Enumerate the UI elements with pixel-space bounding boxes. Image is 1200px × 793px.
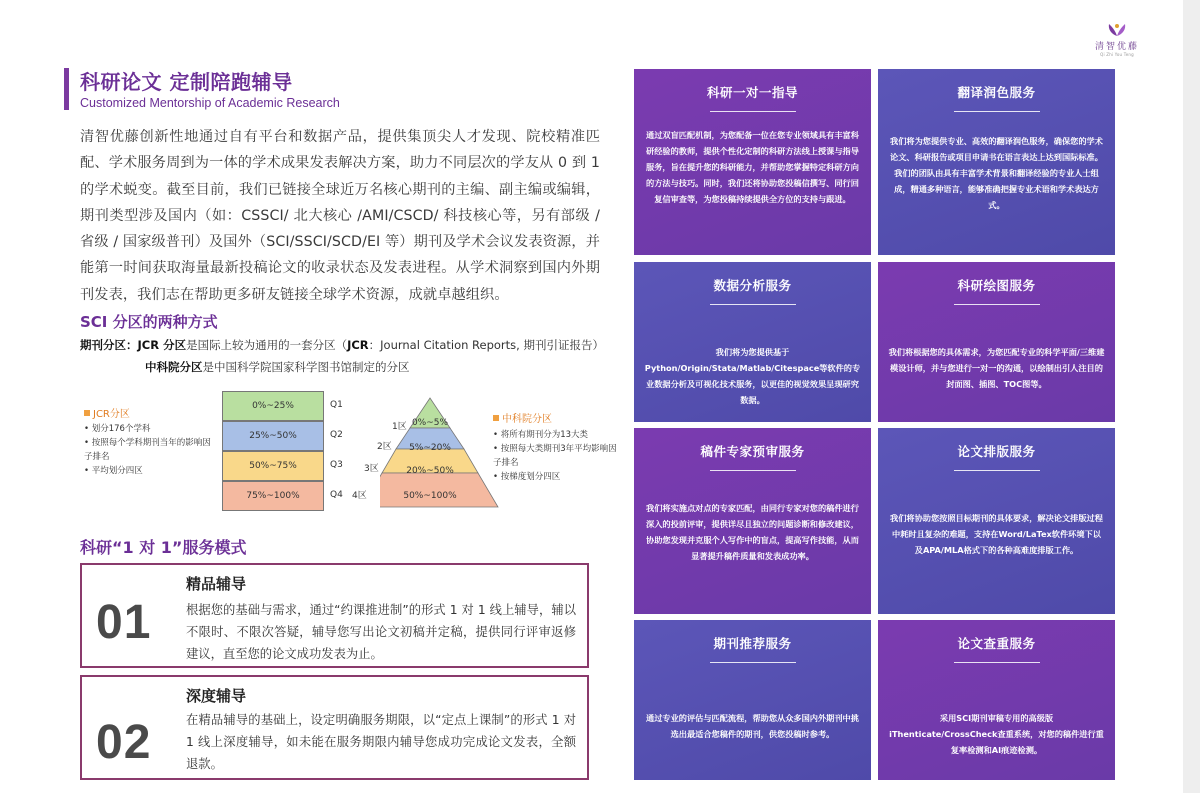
square-bullet-icon bbox=[493, 415, 499, 421]
jcr-q3-box: 50%~75% bbox=[222, 451, 324, 481]
card-divider bbox=[954, 470, 1040, 471]
partition-prefix: 期刊分区： bbox=[80, 338, 138, 352]
service-card-deep bbox=[80, 675, 589, 780]
card-body: 我们将实施点对点的专家匹配，由同行专家对您的稿件进行深入的投前评审，提供详尽且独立的问题诊断和修改建议，协助您发现并克服个人写作中的盲点，提高写作技能，从而显著提升稿件质量和发表成功率。 bbox=[646, 503, 859, 561]
intro-paragraph: 清智优藤创新性地通过自有平台和数据产品，提供集顶尖人才发现、院校精准匹配、学术服务周到为一体的学术成果发表解决方案，助力不同层次的学友从 0 到 1 的学术蜕变。截至目前，我们已链接全球近万名核心期刊的主编、副主编或编辑，期刊类型涉及国内（如：CSSCI/ 北大核心 /AMI/CSCD/ 科技核心等，另有部级 / 省级 / 国家级普刊）及国外（SCI/SSCI/SCD/EI 等）期刊及学术会议发表资源，并能第一时间获取海量最新投稿论文的收录状态及发表进程。从学术洞察到国内外期刊发表，我们志在帮助更多研友链接全球学术资源，成就卓越组织。 bbox=[80, 129, 600, 303]
card-body: 我们将为您提供基于Python/Origin/Stata/Matlab/Citespace等软件的专业数据分析及可视化技术服务，以更佳的视觉效果呈现研究数据。 bbox=[644, 347, 861, 405]
card-data-analysis bbox=[634, 262, 871, 422]
jcr-q2-box: 25%~50% bbox=[222, 421, 324, 451]
jcr-legend-heading: JCR分区 bbox=[84, 405, 130, 420]
jcr-text: 是国际上较为通用的一套分区（ bbox=[186, 338, 348, 352]
logo-emblem-icon bbox=[1105, 22, 1129, 38]
cas-tier-3-label: 3区 bbox=[364, 464, 379, 474]
cas-tier-1-label: 1区 bbox=[392, 422, 407, 432]
list-item: • 平均划分四区 bbox=[84, 464, 214, 478]
card-divider bbox=[710, 662, 796, 663]
sci-section-title: SCI 分区的两种方式 bbox=[80, 313, 218, 331]
card-divider bbox=[954, 662, 1040, 663]
service-mode-title: 科研“1 对 1”服务模式 bbox=[80, 538, 247, 557]
jcr-q1-box: 0%~25% bbox=[222, 391, 324, 421]
service-description: 在精品辅导的基础上，设定明确服务期限，以“定点上课制”的形式 1 对 1 线上深度辅导，如未能在服务期限内辅导您成功完成论文发表，全额退款。 bbox=[186, 713, 576, 771]
service-number: 02 bbox=[96, 716, 152, 769]
cas-tier-3-range: 20%~50% bbox=[406, 466, 454, 476]
card-divider bbox=[954, 304, 1040, 305]
service-name: 深度辅导 bbox=[186, 687, 247, 705]
cas-text: 是中国科学院国家科学图书馆制定的分区 bbox=[202, 360, 410, 374]
jcr-q3-label: Q3 bbox=[330, 460, 343, 470]
card-plagiarism-check bbox=[878, 620, 1115, 780]
title-accent-bar bbox=[64, 68, 69, 110]
card-title: 稿件专家预审服务 bbox=[700, 444, 805, 459]
card-divider bbox=[710, 111, 796, 112]
cas-legend-list bbox=[493, 428, 623, 484]
list-item: • 划分176个学科 bbox=[84, 422, 214, 436]
jcr-key-2: JCR bbox=[347, 338, 369, 352]
page-edge-strip bbox=[1183, 0, 1200, 793]
list-item: • 将所有期刊分为13大类 bbox=[493, 428, 623, 442]
card-title: 科研绘图服务 bbox=[957, 278, 1036, 293]
square-bullet-icon bbox=[84, 410, 90, 416]
card-research-illustration bbox=[878, 262, 1115, 422]
jcr-legend-list bbox=[84, 422, 214, 478]
service-number: 01 bbox=[96, 596, 152, 649]
card-research-mentoring bbox=[634, 69, 871, 255]
brand-logo bbox=[1082, 22, 1152, 62]
card-translation-polishing bbox=[878, 69, 1115, 255]
cas-tier-2-range: 5%~20% bbox=[409, 443, 451, 453]
card-body: 我们将为您提供专业、高效的翻译润色服务，确保您的学术论文、科研报告或项目申请书在语言表达上达到国际标准。我们的团队由具有丰富学术背景和翻译经验的专业人士组成，精通多种语言，能够准确把握专业术语和学术表达方式。 bbox=[890, 136, 1103, 210]
card-body: 通过双盲匹配机制，为您配备一位在您专业领域具有丰富科研经验的教师，提供个性化定制的科研方法线上授课与指导服务，旨在提升您的科研能力，并帮助您掌握特定科研方向的方法与技巧。同时，我们还将协助您投稿信撰写、同行回复信审查等，为您投稿持续提供全方位的支持与跟进。 bbox=[646, 130, 859, 204]
jcr-q1-label: Q1 bbox=[330, 400, 343, 410]
jcr-q4-box: 75%~100% bbox=[222, 481, 324, 511]
cas-definition bbox=[145, 359, 410, 375]
list-item: • 按梯度划分四区 bbox=[493, 470, 623, 484]
card-divider bbox=[710, 304, 796, 305]
card-title: 翻译润色服务 bbox=[957, 85, 1036, 100]
logo-text: 清智优藤 bbox=[1094, 42, 1139, 52]
service-description: 根据您的基础与需求，通过“约课推进制”的形式 1 对 1 线上辅导，辅以不限时、不限次答疑，辅导您写出论文初稿并定稿，提供同行评审返修建议，直至您的论文成功发表为止。 bbox=[186, 603, 576, 661]
cas-tier-4-range: 50%~100% bbox=[403, 491, 457, 501]
jcr-q2-label: Q2 bbox=[330, 430, 343, 440]
card-body: 采用SCI期刊审稿专用的高级版iThenticate/CrossCheck查重系统，对您的稿件进行重复率检测和AI痕迹检测。 bbox=[889, 713, 1104, 755]
card-body: 我们将协助您按照目标期刊的具体要求，解决论文排版过程中耗时且复杂的难题，支持在Word/LaTex软件环境下以及APA/MLA格式下的各种高难度排版工作。 bbox=[890, 513, 1103, 555]
cas-tier-4 bbox=[380, 473, 498, 507]
card-typesetting bbox=[878, 428, 1115, 614]
card-body: 我们将根据您的具体需求，为您匹配专业的科学平面/三维建模设计师，并与您进行一对一的沟通，以绘制出引人注目的封面图、插图、TOC图等。 bbox=[888, 347, 1105, 389]
jcr-key: JCR 分区 bbox=[137, 338, 187, 352]
cas-tier-1-range: 0%~5% bbox=[411, 418, 449, 428]
card-title: 论文排版服务 bbox=[957, 444, 1036, 459]
card-title: 论文查重服务 bbox=[957, 636, 1036, 651]
logo-subtext: Qi Zhi You Teng bbox=[1100, 52, 1134, 57]
cas-key: 中科院分区 bbox=[145, 360, 203, 374]
jcr-text-2: ：Journal Citation Reports, 期刊引证报告） bbox=[368, 338, 604, 352]
card-divider bbox=[954, 111, 1040, 112]
list-item: • 按照每大类期刊3年平均影响因子排名 bbox=[493, 442, 623, 470]
list-item: • 按照每个学科期刊当年的影响因子排名 bbox=[84, 436, 214, 464]
card-title: 期刊推荐服务 bbox=[713, 636, 792, 651]
page-subtitle: Customized Mentorship of Academic Research bbox=[80, 96, 340, 110]
card-expert-prereview bbox=[634, 428, 871, 614]
page-title: 科研论文 定制陪跑辅导 bbox=[80, 70, 293, 94]
cas-tier-4-label: 4区 bbox=[352, 491, 367, 501]
card-journal-recommendation bbox=[634, 620, 871, 780]
cas-legend-heading: 中科院分区 bbox=[493, 410, 552, 425]
card-title: 数据分析服务 bbox=[713, 278, 792, 293]
jcr-q4-label: Q4 bbox=[330, 490, 343, 500]
service-card-premium bbox=[80, 563, 589, 668]
jcr-definition bbox=[80, 337, 604, 353]
card-body: 通过专业的评估与匹配流程，帮助您从众多国内外期刊中挑选出最适合您稿件的期刊，供您投稿时参考。 bbox=[646, 713, 859, 739]
card-divider bbox=[710, 470, 796, 471]
service-name: 精品辅导 bbox=[186, 575, 247, 593]
cas-tier-2-label: 2区 bbox=[377, 442, 392, 452]
card-title: 科研一对一指导 bbox=[706, 85, 798, 100]
